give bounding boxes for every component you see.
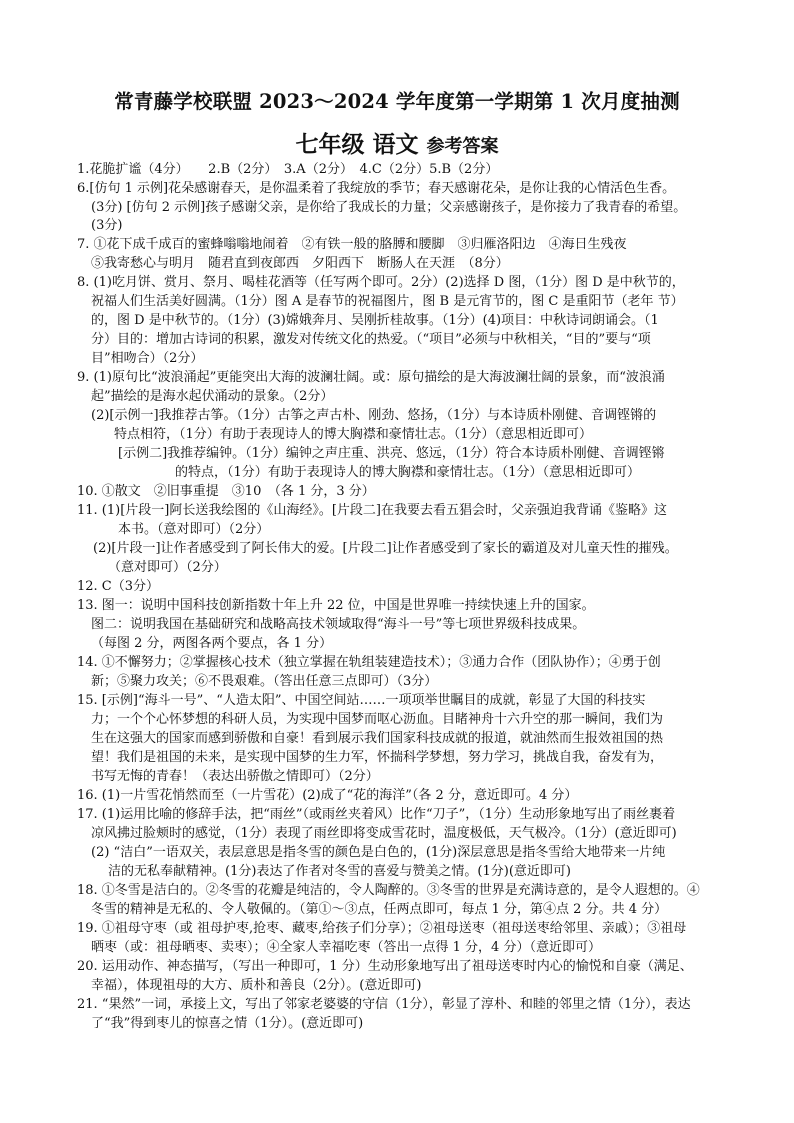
- answer-line: 6.[仿句 1 示例]花朵感谢春天，是你温柔着了我绽放的季节；春天感谢花朵，是你让我的心情活色生香。: [77, 181, 676, 196]
- answer-line: 新；⑤聚力攻关；⑥不畏艰难。（答出任意三点即可）（3分）: [91, 674, 438, 689]
- answer-line: ⑤我寄愁心与明月 随君直到夜郎西 夕阳西下 断肠人在天涯 （8分）: [91, 256, 509, 271]
- answer-line: 11. (1)[片段一]阿长送我绘图的《山海经》。[片段二]在我要去看五猖会时，父亲强迫我背诵《鉴略》这: [77, 503, 668, 518]
- answer-line: 书写无悔的青春！（表达出骄傲之情即可）（2分）: [91, 769, 379, 784]
- answer-line: 15. [示例]“海斗一号”、“人造太阳”、中国空间站……一项项举世瞩目的成就，彰显了大国的科技实: [77, 693, 646, 708]
- answer-line: 本书。（意对即可）（2分）: [118, 522, 270, 537]
- answer-line: (3分) [仿句 2 示例]孩子感谢父亲，是你给了我成长的力量；父亲感谢孩子，是你接力了我青春的希望。: [91, 200, 687, 215]
- answer-line: 晒枣（或：祖母晒枣、卖枣）；④全家人幸福吃枣（答出一点得 1 分，4 分）（意近即可）: [91, 940, 601, 955]
- exam-title: 常青藤学校联盟 2023～2024 学年度第一学期第 1 次月度抽测: [114, 90, 680, 113]
- answer-line: 力；一个个心怀梦想的科研人员，为实现中国梦而呕心沥血。目睹神舟十六升空的那一瞬间，我们为: [91, 712, 664, 727]
- answer-line: 起”描绘的是海水起伏涌动的景象。（2分）: [91, 389, 334, 404]
- answer-line: 14. ①不懈努力；②掌握核心技术（独立掌握在轨组装建造技术）；③通力合作（团队协作）；④勇于创: [77, 655, 661, 670]
- answer-line: (3分): [91, 218, 123, 233]
- answer-line: (2) “洁白”一语双关，表层意思是指冬雪的颜色是白色的，(1分)深层意思是指冬雪给大地带来一片纯: [91, 845, 666, 860]
- answer-line: 目”相吻合）（2分）: [91, 351, 204, 366]
- answer-line: 特点相符，（1分）有助于表现诗人的博大胸襟和豪情壮志。（1分）（意思相近即可）: [114, 427, 593, 442]
- answer-line: 幸福），体现祖母的大方、质朴和善良（2分）。(意近即可): [91, 978, 422, 993]
- answer-line: 17. (1)运用比喻的修辞手法，把“雨丝”（或雨丝夹着风）比作“刀子”，（1分）生动形象地写出了雨丝裹着: [77, 807, 676, 822]
- answer-line: 了“我”得到枣儿的惊喜之情（1分）。(意近即可): [91, 1016, 364, 1031]
- answer-line: 祝福人们生活美好圆满。（1分）图 A 是春节的祝福图片，图 B 是元宵节的，图 C 是重阳节（老年 节）: [91, 294, 684, 309]
- answer-line: （每图 2 分，两图各两个要点，各 1 分）: [91, 636, 333, 651]
- answer-line: 18. ①冬雪是洁白的。②冬雪的花瓣是纯洁的，令人陶醉的。③冬雪的世界是充满诗意的，是令人遐想的。④: [77, 883, 700, 898]
- answer-line: 19. ①祖母守枣（或 祖母护枣,抢枣、藏枣,给孩子们分享）；②祖母送枣（祖母送枣给邻里、亲戚）；③祖母: [77, 921, 687, 936]
- answer-line: 21. “果然”一词，承接上文，写出了邻家老婆婆的守信（1分），彰显了淳朴、和睦的邻里之情（1分），表达: [77, 997, 691, 1012]
- answer-line: (2)[示例一]我推荐古筝。（1分）古筝之声古朴、刚劲、悠扬，（1分）与本诗质朴刚健、音调铿锵的: [91, 408, 657, 423]
- answer-line: 的特点，（1分）有助于表现诗人的博大胸襟和豪情壮志。（1分）（意思相近即可）: [175, 465, 641, 480]
- grade-subject: 七年级 语文: [295, 131, 419, 158]
- answer-key-label: 参考答案: [426, 136, 499, 157]
- answer-line: 凉风拂过脸颊时的感觉，（1分）表现了雨丝即将变成雪花时，温度极低，天气极冷。（1分）(意近即可): [91, 826, 677, 841]
- answer-line: 图二：说明我国在基础研究和战略高技术领域取得“海斗一号”等七项世界级科技成果。: [91, 617, 586, 632]
- answer-line: 12. C（3分）: [77, 579, 160, 594]
- answer-line: （意对即可）（2分）: [108, 560, 227, 575]
- answer-line: 望！我们是祖国的未来，是实现中国梦的生力军，怀揣科学梦想，努力学习，挑战自我，奋发有为，: [91, 750, 664, 765]
- answer-line: 分）目的：增加古诗词的积累，激发对传统文化的热爱。（“项目”必须与中秋相关，“目的”要与“项: [91, 332, 651, 347]
- answer-line: 冬雪的精神是无私的、令人敬佩的。（第①～③点，任两点即可，每点 1 分，第④点 2 分。共 4 分）: [91, 902, 668, 917]
- answer-line: 1.花脆扩谧（4分） 2.B（2分） 3.A（2分） 4.C（2分）5.B（2分）: [77, 162, 499, 177]
- answer-line: 的，图 D 是中秋节的。（1分）(3)嫦娥奔月、吴刚折桂故事。（1分）(4)项目：中秋诗词朗诵会。（1: [91, 313, 659, 328]
- answer-line: 10. ①散文 ②旧事重提 ③10 （各 1 分，3 分）: [77, 484, 375, 499]
- answer-line: 16. (1)一片雪花悄然而至（一片雪花）(2)成了“花的海洋”（各 2 分，意近即可。4 分）: [77, 788, 578, 803]
- answer-line: 洁的无私奉献精神。(1分)表达了作者对冬雪的喜爱与赞美之情。(1分)(意近即可): [108, 864, 571, 879]
- answer-line: 生在这强大的国家而感到骄傲和自豪！看到展示我们国家科技成就的报道，就油然而生报效祖国的热: [91, 731, 664, 746]
- answer-line: 7. ①花下成千成百的蜜蜂嗡嗡地闹着 ②有铁一般的胳膊和腰脚 ③归雁洛阳边 ④海日生残夜: [77, 237, 627, 252]
- answer-subtitle: [0, 126, 794, 159]
- answer-line: 13. 图一：说明中国科技创新指数十年上升 22 位，中国是世界唯一持续快速上升的国家。: [77, 598, 595, 613]
- answer-line: [示例二]我推荐编钟。（1分）编钟之声庄重、洪亮、悠远，（1分）符合本诗质朴刚健、音调铿锵: [118, 446, 665, 461]
- answer-line: 9. (1)原句比“波浪涌起”更能突出大海的波澜壮阔。或：原句描绘的是大海波澜壮阔的景象，而“波浪涌: [77, 370, 665, 385]
- answer-line: (2)[片段一]让作者感受到了阿长伟大的爱。[片段二]让作者感受到了家长的霸道及对儿童天性的摧残。: [93, 541, 678, 556]
- answer-line: 20. 运用动作、神态描写，（写出一种即可，1 分）生动形象地写出了祖母送枣时内心的愉悦和自豪（满足、: [77, 959, 693, 974]
- answer-line: 8. (1)吃月饼、赏月、祭月、喝桂花酒等（任写两个即可。2分）(2)选择 D 图，（1分）图 D 是中秋节的，: [77, 275, 685, 290]
